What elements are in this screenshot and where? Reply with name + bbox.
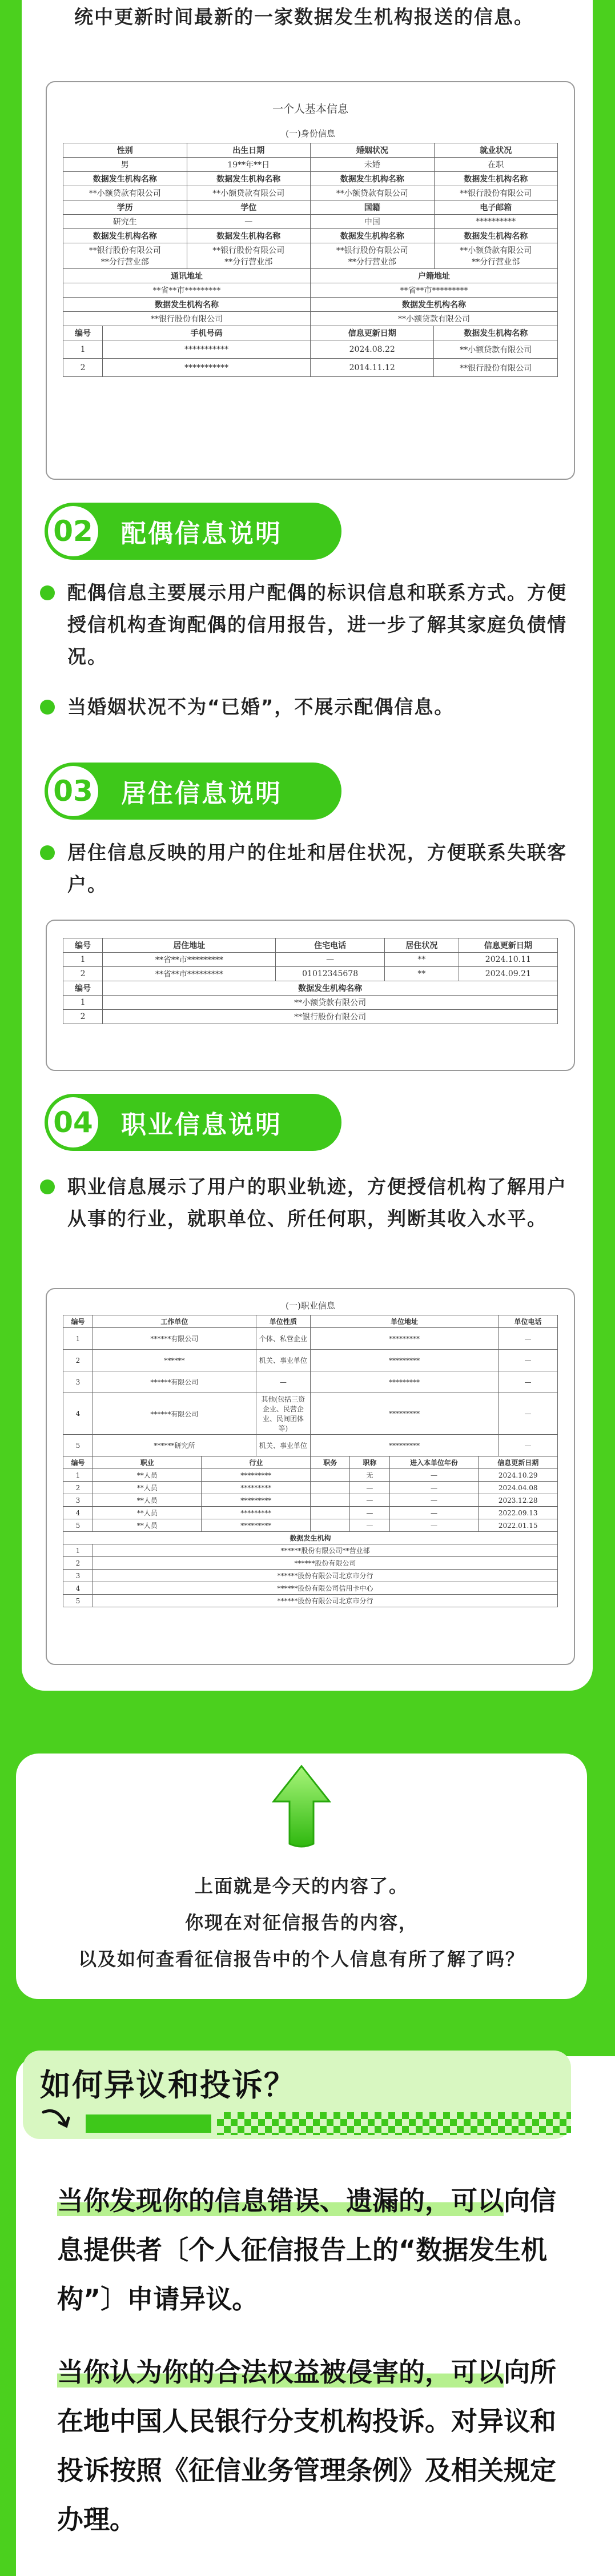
table-row xyxy=(63,312,558,326)
complaint-title: 如何异议和投诉？ xyxy=(40,2067,296,2103)
table-cell: ********* xyxy=(202,1507,311,1519)
table-cell: **小额贷款有限公司 xyxy=(311,312,558,326)
table-cell xyxy=(310,1519,349,1532)
phone-table xyxy=(63,326,558,377)
table-cell: 2 xyxy=(63,967,103,981)
table-cell: 2 xyxy=(63,1010,103,1024)
table-row xyxy=(63,1456,558,1469)
table-cell: 3 xyxy=(63,1494,93,1507)
table-header-cell: 数据发生机构名称 xyxy=(63,172,187,186)
table-cell: 2 xyxy=(63,1350,93,1371)
table-cell: 2024.10.29 xyxy=(479,1469,558,1482)
table-cell: 机关、事业单位 xyxy=(256,1350,310,1371)
table-row xyxy=(63,143,558,158)
table-row xyxy=(63,186,558,200)
table-header-cell: 数据发生机构名称 xyxy=(187,172,311,186)
table-header-cell: 国籍 xyxy=(311,200,435,215)
table-cell: 2022.09.13 xyxy=(479,1507,558,1519)
table-cell: 其他(包括三资企业、民营企业、民间团体等) xyxy=(256,1393,310,1435)
table-cell: *********** xyxy=(103,340,311,359)
table-cell: 4 xyxy=(63,1582,93,1595)
table-cell: — xyxy=(256,1371,310,1393)
table-cell: **人员 xyxy=(93,1469,202,1482)
table-row xyxy=(63,1328,558,1350)
table-cell: — xyxy=(350,1482,389,1494)
table-cell: 个体、私营企业 xyxy=(256,1328,310,1350)
table-cell: ********* xyxy=(310,1328,498,1350)
table-cell: ********** xyxy=(434,215,558,229)
table-header-cell: 通讯地址 xyxy=(63,269,311,283)
table-cell: ******股份有限公司北京市分行 xyxy=(93,1595,557,1607)
sec4-bullet-1: 职业信息展示了用户的职业轨迹，方便授信机构了解用户从事的行业，就职单位、所任何职，判断其收入水平。 xyxy=(40,1171,577,1235)
table-cell: 1 xyxy=(63,1328,93,1350)
table-cell: 01012345678 xyxy=(276,967,385,981)
table-cell: 5 xyxy=(63,1435,93,1456)
table-header-cell: 数据发生机构名称 xyxy=(187,229,311,243)
table-cell: ******股份有限公司北京市分行 xyxy=(93,1570,557,1582)
table-cell: 4 xyxy=(63,1393,93,1435)
table-row xyxy=(63,1494,558,1507)
table-cell: 2024.08.22 xyxy=(310,340,434,359)
table-cell: **人员 xyxy=(93,1507,202,1519)
table-row xyxy=(63,1557,558,1570)
table-cell: — xyxy=(276,953,385,967)
table-cell xyxy=(310,1469,349,1482)
table-cell: **小额贷款有限公司 xyxy=(187,186,311,200)
table-cell: **银行股份有限公司 **分行营业部 xyxy=(187,243,311,269)
table-header-cell: 职称 xyxy=(350,1456,389,1469)
table-cell xyxy=(310,1482,349,1494)
table-row xyxy=(63,1469,558,1482)
table-row xyxy=(63,359,558,377)
table-row xyxy=(63,1595,558,1607)
table-header-cell: 婚姻状况 xyxy=(311,143,435,158)
table-row xyxy=(63,229,558,243)
table-header-cell: 居住地址 xyxy=(103,938,276,953)
section-title: 职业信息说明 xyxy=(121,1110,282,1139)
table-cell: — xyxy=(389,1519,479,1532)
table-cell: **银行股份有限公司 xyxy=(434,186,558,200)
table-header-cell: 行业 xyxy=(202,1456,311,1469)
section-03-header xyxy=(45,763,341,820)
complaint-title-banner xyxy=(23,2051,571,2139)
table-cell: 2024.09.21 xyxy=(459,967,557,981)
table-cell: 1 xyxy=(63,1544,93,1557)
table-cell: ********* xyxy=(310,1393,498,1435)
table-cell: — xyxy=(499,1371,558,1393)
table-header-cell: 数据发生机构名称 xyxy=(434,326,558,340)
table-cell: **小额贷款有限公司 xyxy=(63,186,187,200)
table-row xyxy=(63,200,558,215)
table-cell: **省**市********* xyxy=(63,283,311,298)
table-cell: ********* xyxy=(202,1482,311,1494)
table-cell: ********* xyxy=(310,1371,498,1393)
sec2-bullet-2: 当婚姻状况不为“已婚”，不展示配偶信息。 xyxy=(40,691,577,723)
table-header-cell: 数据发生机构名称 xyxy=(311,172,435,186)
table-row xyxy=(63,981,558,996)
table-cell: **银行股份有限公司 xyxy=(63,312,311,326)
table-cell: 1 xyxy=(63,340,103,359)
job-table xyxy=(63,1456,558,1532)
sec3-bullet-1: 居住信息反映的用户的住址和居住状况，方便联系失联客户。 xyxy=(40,837,577,901)
table-header-cell: 数据发生机构 xyxy=(63,1532,558,1544)
table-header-cell: 性别 xyxy=(63,143,187,158)
table-cell: 1 xyxy=(63,1469,93,1482)
doc-subtitle: (一)职业信息 xyxy=(286,1301,335,1311)
table-header-cell: 编号 xyxy=(63,981,103,996)
table-header-cell: 进入本单位年份 xyxy=(389,1456,479,1469)
table-header-cell: 单位电话 xyxy=(499,1315,558,1328)
table-row xyxy=(63,298,558,312)
table-header-cell: 数据发生机构名称 xyxy=(311,229,435,243)
table-cell: 无 xyxy=(350,1469,389,1482)
table-cell: 2022.01.15 xyxy=(479,1519,558,1532)
table-cell: ******股份有限公司**营业部 xyxy=(93,1544,557,1557)
table-cell: — xyxy=(350,1507,389,1519)
table-cell: **银行股份有限公司 **分行营业部 xyxy=(63,243,187,269)
table-cell: 19**年**日 xyxy=(187,158,311,172)
summary-card xyxy=(16,1754,587,1999)
table-header-cell: 信息更新日期 xyxy=(310,326,434,340)
table-cell: ******股份有限公司 xyxy=(93,1557,557,1570)
table-cell: 3 xyxy=(63,1371,93,1393)
up-arrow-icon xyxy=(270,1764,333,1849)
table-cell: **人员 xyxy=(93,1519,202,1532)
table-cell: **小额贷款有限公司 **分行营业部 xyxy=(434,243,558,269)
table-cell: 未婚 xyxy=(311,158,435,172)
table-cell: **人员 xyxy=(93,1482,202,1494)
table-header-cell: 学历 xyxy=(63,200,187,215)
table-header-cell: 手机号码 xyxy=(103,326,311,340)
summary-line-1: 上面就是今天的内容了。 xyxy=(194,1875,408,1897)
table-row xyxy=(63,938,558,953)
table-header-cell: 信息更新日期 xyxy=(479,1456,558,1469)
table-cell: 2023.12.28 xyxy=(479,1494,558,1507)
table-cell: **银行股份有限公司 xyxy=(103,1010,558,1024)
table-cell: *********** xyxy=(103,359,311,377)
table-row xyxy=(63,1570,558,1582)
basic-info-doc xyxy=(46,81,575,480)
table-cell: 4 xyxy=(63,1507,93,1519)
bullet-dot-icon xyxy=(40,700,55,715)
table-cell: — xyxy=(499,1328,558,1350)
table-row xyxy=(63,1393,558,1435)
table-header-cell: 数据发生机构名称 xyxy=(103,981,558,996)
table-row xyxy=(63,269,558,283)
table-cell: 在职 xyxy=(434,158,558,172)
table-cell: **小额贷款有限公司 xyxy=(434,340,558,359)
table-row xyxy=(63,340,558,359)
table-header-cell: 职务 xyxy=(310,1456,349,1469)
table-cell: **银行股份有限公司 xyxy=(434,359,558,377)
section-number: 03 xyxy=(46,764,101,818)
table-row xyxy=(63,1371,558,1393)
table-cell: — xyxy=(187,215,311,229)
table-row xyxy=(63,1010,558,1024)
table-row xyxy=(63,1519,558,1532)
table-cell: ********* xyxy=(310,1350,498,1371)
table-header-cell: 编号 xyxy=(63,1456,93,1469)
table-cell: 中国 xyxy=(311,215,435,229)
table-cell: **省**市********* xyxy=(103,967,276,981)
table-header-cell: 数据发生机构名称 xyxy=(63,298,311,312)
table-header-cell: 住宅电话 xyxy=(276,938,385,953)
table-header-cell: 编号 xyxy=(63,938,103,953)
table-row xyxy=(63,1532,558,1544)
table-cell: ******有限公司 xyxy=(93,1393,256,1435)
table-cell: **人员 xyxy=(93,1494,202,1507)
table-header-cell: 工作单位 xyxy=(93,1315,256,1328)
table-header-cell: 就业状况 xyxy=(434,143,558,158)
table-cell: — xyxy=(389,1507,479,1519)
summary-line-3: 以及如何查看征信报告中的个人信息有所了解了吗？ xyxy=(78,1948,525,1970)
bullet-dot-icon xyxy=(40,585,55,600)
table-header-cell: 学位 xyxy=(187,200,311,215)
intro-tail: 统中更新时间最新的一家数据发生机构报送的信息。 xyxy=(74,6,534,28)
curved-arrow-icon xyxy=(40,2106,80,2135)
table-cell: **小额贷款有限公司 xyxy=(103,996,558,1010)
table-cell: ** xyxy=(384,953,459,967)
table-cell xyxy=(310,1494,349,1507)
checker-decoration xyxy=(217,2112,571,2135)
table-cell: 2024.10.11 xyxy=(459,953,557,967)
table-cell: 2 xyxy=(63,1557,93,1570)
section-02-header xyxy=(45,503,341,560)
table-row xyxy=(63,996,558,1010)
table-header-cell: 编号 xyxy=(63,1315,93,1328)
table-header-cell: 户籍地址 xyxy=(311,269,558,283)
table-cell: 5 xyxy=(63,1595,93,1607)
bullet-dot-icon xyxy=(40,1179,55,1194)
table-cell: — xyxy=(499,1435,558,1456)
table-row xyxy=(63,326,558,340)
table-cell: 2 xyxy=(63,359,103,377)
table-row xyxy=(63,243,558,269)
table-row xyxy=(63,1350,558,1371)
table-cell: 2024.04.08 xyxy=(479,1482,558,1494)
doc-subtitle: (一)身份信息 xyxy=(286,129,335,139)
table-cell: ****** xyxy=(93,1350,256,1371)
table-cell: ******有限公司 xyxy=(93,1371,256,1393)
section-04-header xyxy=(45,1094,341,1151)
table-row xyxy=(63,215,558,229)
table-header-cell: 信息更新日期 xyxy=(459,938,557,953)
table-cell: — xyxy=(389,1494,479,1507)
table-header-cell: 数据发生机构名称 xyxy=(311,298,558,312)
residence-table xyxy=(63,938,558,981)
occupation-org-table xyxy=(63,1531,558,1607)
table-cell: ** xyxy=(384,967,459,981)
table-header-cell: 职业 xyxy=(93,1456,202,1469)
residence-org-table xyxy=(63,981,558,1024)
complaint-para-1: 当你发现你的信息错误、遗漏的，可以向信息提供者〔个人征信报告上的“数据发生机构”〕申请异议。 xyxy=(57,2185,556,2314)
table-cell: **小额贷款有限公司 xyxy=(311,186,435,200)
residence-doc xyxy=(46,920,575,1071)
table-cell: 2014.11.12 xyxy=(310,359,434,377)
table-header-cell: 数据发生机构名称 xyxy=(434,172,558,186)
table-cell: **省**市********* xyxy=(103,953,276,967)
section-title: 居住信息说明 xyxy=(121,779,282,808)
table-row xyxy=(63,283,558,298)
identity-table xyxy=(63,143,558,269)
table-row xyxy=(63,1482,558,1494)
table-cell: 2 xyxy=(63,1482,93,1494)
table-header-cell: 数据发生机构名称 xyxy=(434,229,558,243)
summary-line-2: 你现在对征信报告的内容， xyxy=(184,1912,418,1933)
table-row xyxy=(63,158,558,172)
table-cell: — xyxy=(499,1393,558,1435)
table-cell: 1 xyxy=(63,996,103,1010)
table-cell: ******研究所 xyxy=(93,1435,256,1456)
section-number: 04 xyxy=(46,1095,101,1150)
table-cell: — xyxy=(350,1494,389,1507)
table-row xyxy=(63,172,558,186)
table-cell: **省**市********* xyxy=(311,283,558,298)
table-cell: 1 xyxy=(63,953,103,967)
table-cell: **银行股份有限公司 **分行营业部 xyxy=(311,243,435,269)
complaint-para-1-highlight: 当你发现你的信息错误、遗漏的，可以 xyxy=(57,2185,504,2216)
table-cell: 5 xyxy=(63,1519,93,1532)
table-cell: 男 xyxy=(63,158,187,172)
occupation-doc xyxy=(46,1288,575,1665)
table-header-cell: 出生日期 xyxy=(187,143,311,158)
table-cell: ******有限公司 xyxy=(93,1328,256,1350)
table-row xyxy=(63,1435,558,1456)
address-table xyxy=(63,268,558,326)
section-title: 配偶信息说明 xyxy=(121,519,282,548)
table-header-cell: 居住状况 xyxy=(384,938,459,953)
table-row xyxy=(63,967,558,981)
table-cell: 研究生 xyxy=(63,215,187,229)
table-cell: ********* xyxy=(202,1469,311,1482)
table-cell xyxy=(310,1507,349,1519)
table-cell: — xyxy=(389,1469,479,1482)
complaint-para-2-highlight: 当你认为你的合法权益被侵害的，可以 xyxy=(57,2357,504,2388)
work-table xyxy=(63,1315,558,1456)
table-cell: 3 xyxy=(63,1570,93,1582)
table-header-cell: 数据发生机构名称 xyxy=(63,229,187,243)
table-row xyxy=(63,1544,558,1557)
table-header-cell: 单位地址 xyxy=(310,1315,498,1328)
table-cell: ********* xyxy=(310,1435,498,1456)
table-row xyxy=(63,1582,558,1595)
section-number: 02 xyxy=(46,504,101,559)
table-row xyxy=(63,953,558,967)
table-cell: — xyxy=(389,1482,479,1494)
table-header-cell: 编号 xyxy=(63,326,103,340)
sec2-bullet-1: 配偶信息主要展示用户配偶的标识信息和联系方式。方便授信机构查询配偶的信用报告，进一步了解其家庭负债情况。 xyxy=(40,577,577,673)
table-row xyxy=(63,1507,558,1519)
doc-title: 一个人基本信息 xyxy=(272,103,348,115)
table-header-cell: 单位性质 xyxy=(256,1315,310,1328)
complaint-para-2: 当你认为你的合法权益被侵害的，可以向所在地中国人民银行分支机构投诉。对异议和投诉按照《征信业务管理条例》及相关规定办理。 xyxy=(57,2357,556,2535)
table-cell: ******股份有限公司信用卡中心 xyxy=(93,1582,557,1595)
table-cell: 机关、事业单位 xyxy=(256,1435,310,1456)
table-cell: — xyxy=(350,1519,389,1532)
bullet-dot-icon xyxy=(40,845,55,860)
table-row xyxy=(63,1315,558,1328)
table-cell: — xyxy=(499,1350,558,1371)
green-bar-decoration xyxy=(86,2114,211,2133)
table-cell: ********* xyxy=(202,1519,311,1532)
table-header-cell: 电子邮箱 xyxy=(434,200,558,215)
table-cell: ********* xyxy=(202,1494,311,1507)
